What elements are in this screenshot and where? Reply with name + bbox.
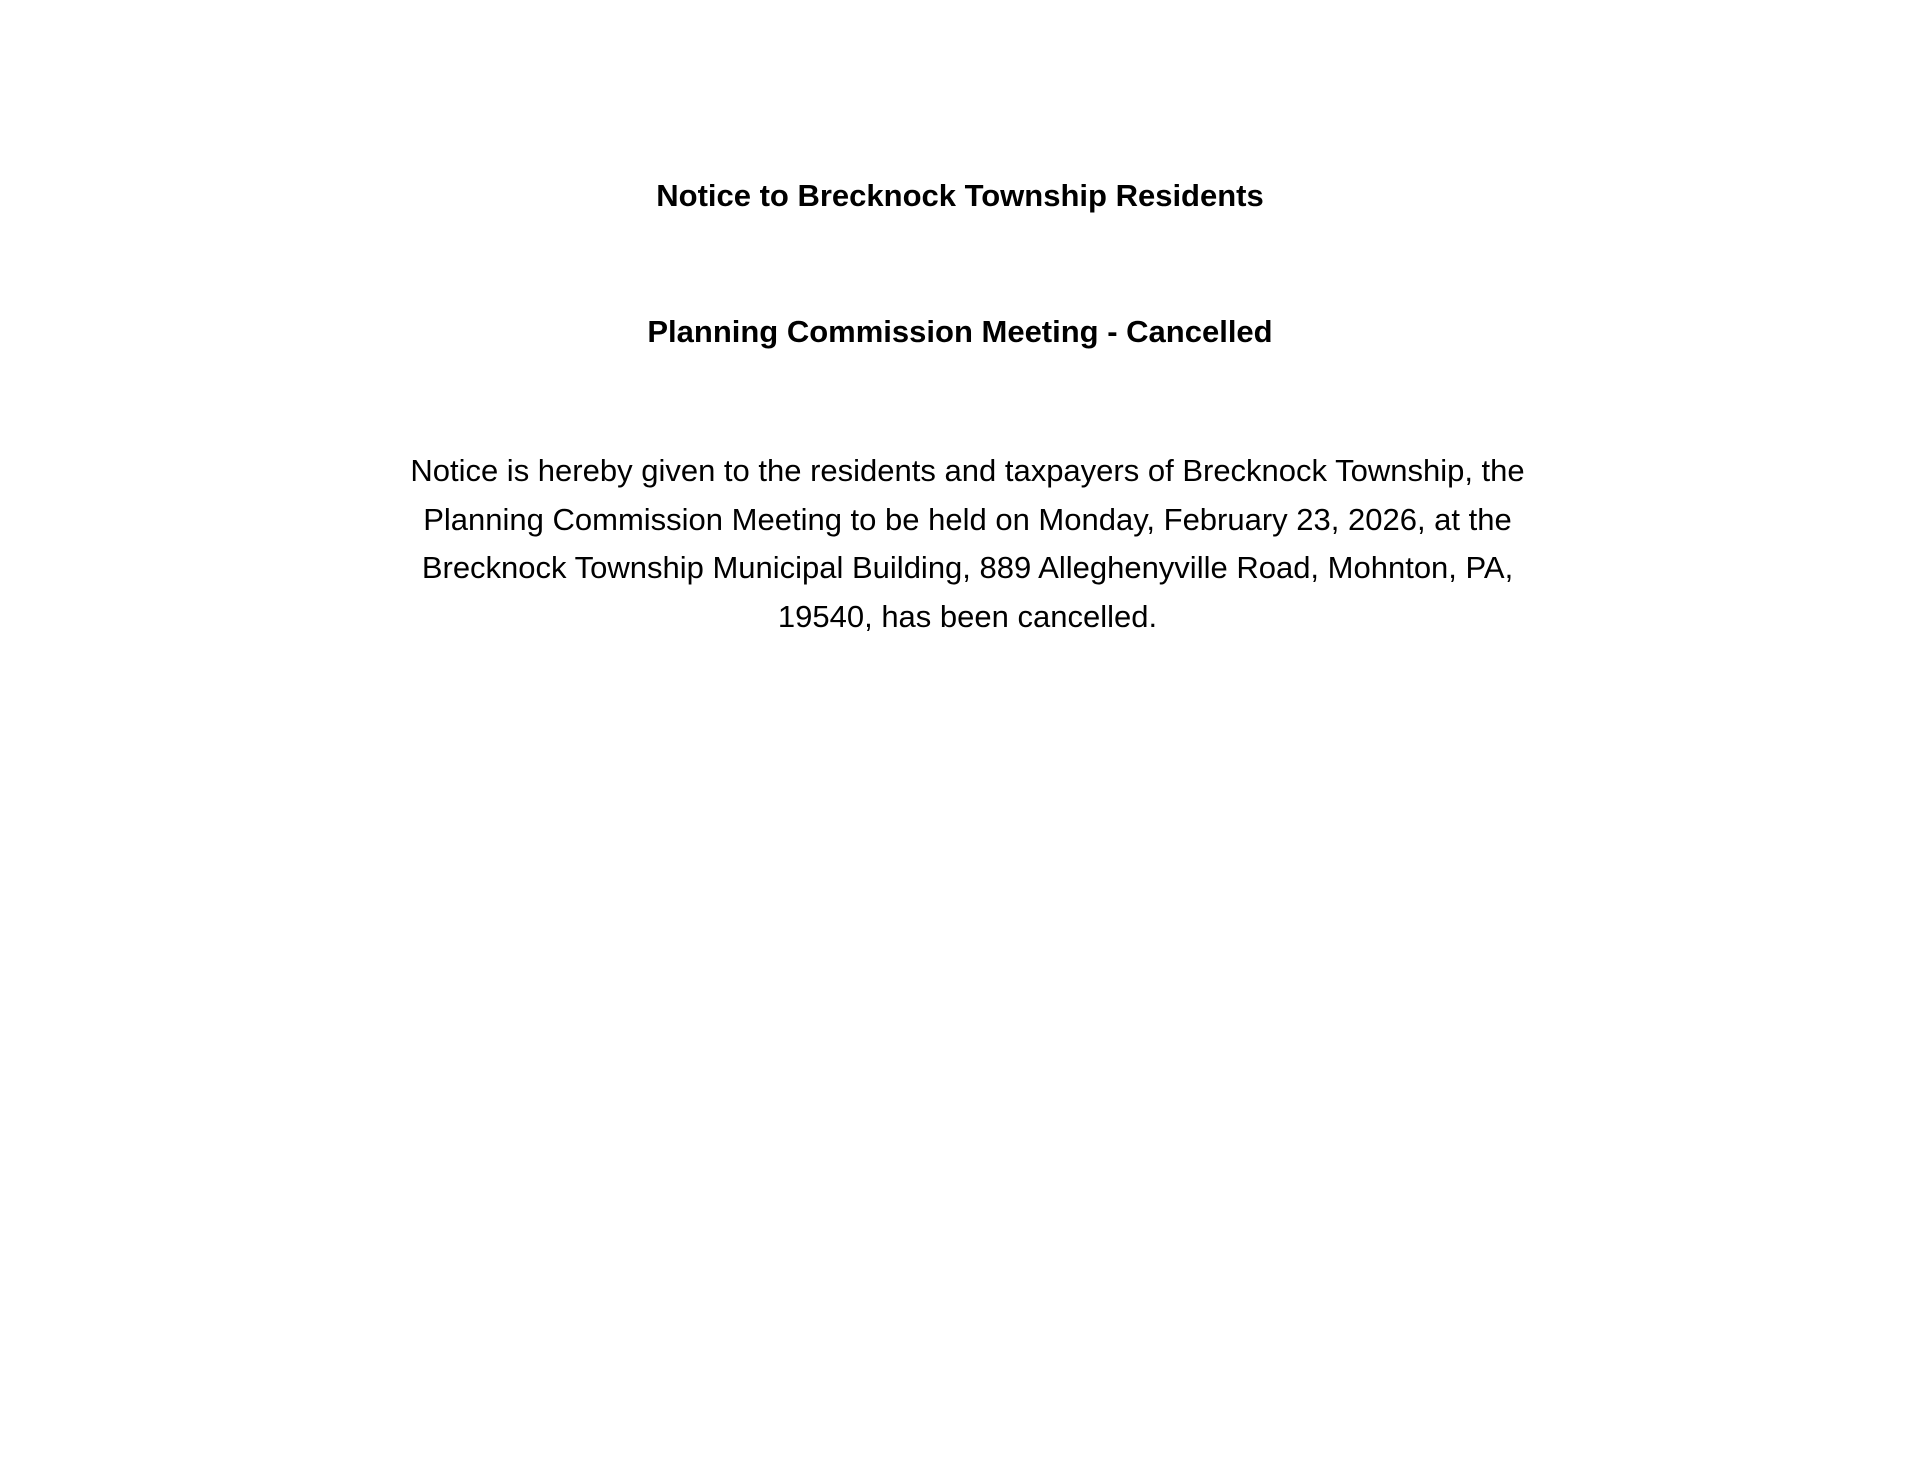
notice-title: Notice to Brecknock Township Residents xyxy=(656,178,1264,213)
meeting-subtitle: Planning Commission Meeting - Cancelled xyxy=(647,314,1273,349)
notice-body: Notice is hereby given to the residents and taxpayers of Brecknock Township, the Planning Commission Meeting to be held on Monday, February 23, 2026, at the Brecknock Township Municipal Building, 889 Alleghenyville Road, Mohnton, PA, 19540, has been cancelled. xyxy=(410,453,1525,634)
